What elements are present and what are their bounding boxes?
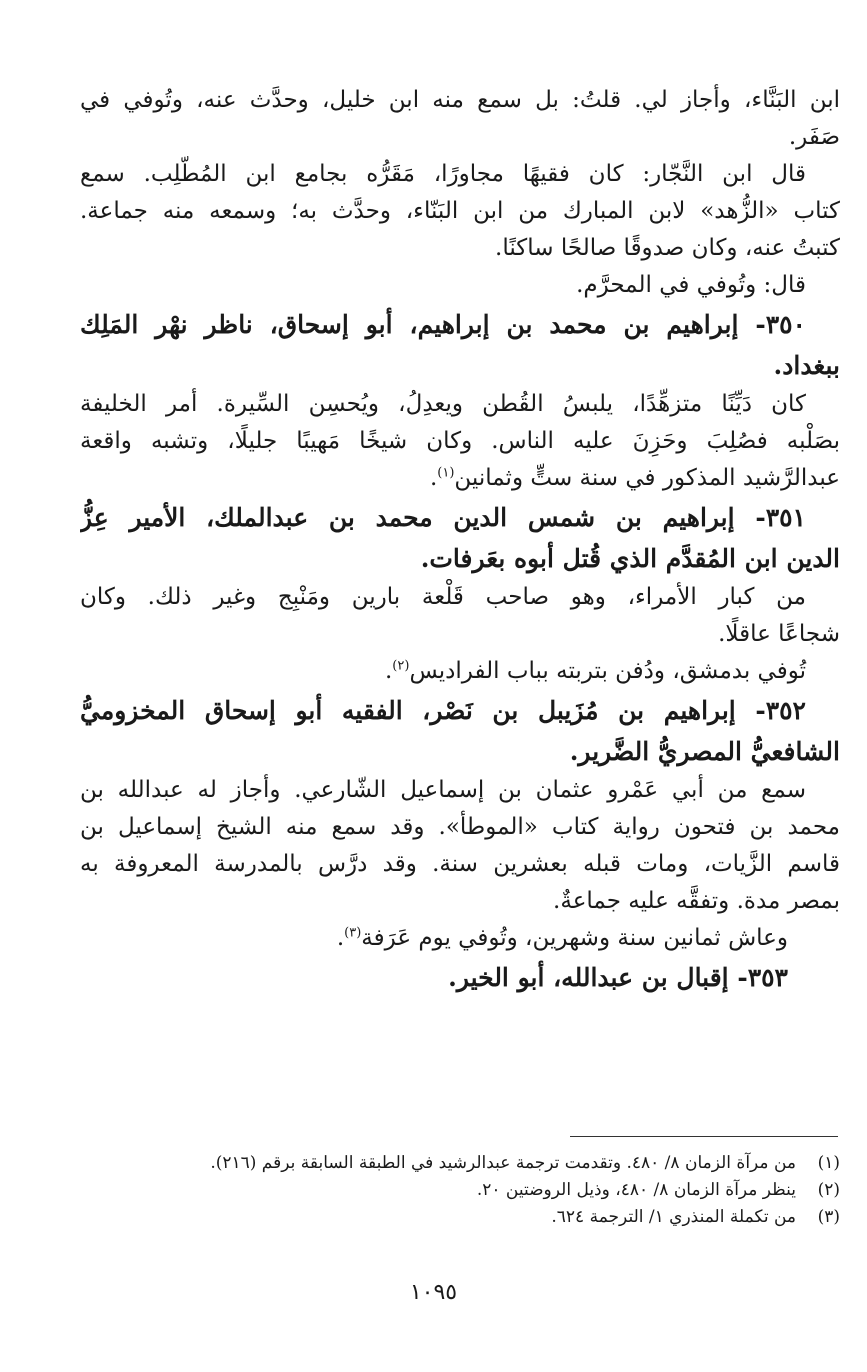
body-line: شجاعًا عاقلًا.	[718, 621, 840, 647]
entry-heading-352: ٣٥٢- إبراهيم بن مُزَيبل بن نَصْر، الفقيه أبو إسحاق المخزوميُّ	[80, 696, 806, 725]
footnote-number: (١)	[817, 1153, 840, 1173]
body-line: كان دَيِّنًا متزهِّدًا، يلبسُ القُطن ويعدِلُ، ويُحسِن السِّيرة. أمر الخليفة	[80, 391, 806, 417]
entry-heading-351: ٣٥١- إبراهيم بن شمس الدين محمد بن عبدالملك، الأمير عِزُّ	[80, 503, 806, 532]
body-text: عبدالرَّشيد المذكور في سنة ستٍّ وثمانين	[454, 465, 840, 491]
footnote-text: من تكملة المنذري ١/ الترجمة ٦٢٤.	[551, 1207, 796, 1227]
footnote-text: ينظر مرآة الزمان ٨/ ٤٨٠، وذيل الروضتين ٢٠.	[476, 1180, 796, 1200]
footnote-1	[80, 1150, 840, 1177]
entry-heading-351-cont: الدين ابن المُقدَّم الذي قُتل أبوه بعَرفات.	[420, 544, 840, 573]
footnote-ref: (٣)	[344, 925, 362, 941]
page-number: ١٠٩٥	[409, 1280, 458, 1305]
entry-heading-352-cont: الشافعيُّ المصريُّ الضَّرير.	[569, 737, 840, 766]
entry-heading-353: ٣٥٣- إقبال بن عبدالله، أبو الخير.	[448, 963, 788, 992]
footnote-ref: (١)	[437, 465, 455, 481]
body-line-with-footnote	[80, 920, 840, 957]
body-line: كتاب «الزُّهد» لابن المبارك من ابن البَنّاء، وحدَّث به؛ وسمعه منه جماعة.	[80, 198, 840, 224]
footnote-text: من مرآة الزمان ٨/ ٤٨٠. وتقدمت ترجمة عبدالرشيد في الطبقة السابقة برقم (٢١٦).	[210, 1153, 796, 1173]
body-text-tail: .	[384, 658, 393, 684]
footnote-divider	[570, 1136, 838, 1137]
body-text: وعاش ثمانين سنة وشهرين، وتُوفي يوم عَرَفة	[361, 925, 788, 951]
footnote-ref: (٢)	[392, 658, 410, 674]
body-line: من كبار الأمراء، وهو صاحب قَلْعة بارين ومَنْبِج وغير ذلك. وكان	[80, 584, 806, 610]
body-line: سمع من أبي عَمْرو عثمان بن إسماعيل الشّارعي. وأجاز له عبدالله بن	[80, 777, 806, 803]
body-line-with-footnote	[80, 460, 840, 497]
body-line: بمصر مدة. وتفقَّه عليه جماعةٌ.	[553, 888, 840, 914]
body-text-tail: .	[429, 465, 438, 491]
body-line: قاسم الزَّيات، ومات قبله بعشرين سنة. وقد درَّس بالمدرسة المعروفة به	[80, 851, 840, 877]
body-text-tail: .	[336, 925, 345, 951]
body-line: بصَلْبه فصُلِبَ وحَزِنَ عليه الناس. وكان شيخًا مَهيبًا جليلًا، وتشبه واقعة	[80, 428, 840, 454]
entry-heading-350: ٣٥٠- إبراهيم بن محمد بن إبراهيم، أبو إسحاق، ناظر نهْر المَلِك	[80, 310, 806, 339]
footnote-number: (٢)	[817, 1180, 840, 1200]
main-text	[80, 82, 840, 998]
footnote-3	[80, 1204, 840, 1231]
footnotes	[80, 1150, 840, 1231]
body-line-with-footnote	[80, 653, 840, 690]
body-line: ابن البَنَّاء، وأجاز لي. قلتُ: بل سمع منه ابن خليل، وحدَّث عنه، وتُوفي في	[80, 87, 840, 113]
body-line: قال: وتُوفي في المحرَّم.	[576, 272, 806, 298]
body-line: كتبتُ عنه، وكان صدوقًا صالحًا ساكنًا.	[495, 235, 840, 261]
body-text: تُوفي بدمشق، ودُفن بتربته بباب الفراديس	[409, 658, 806, 684]
body-line: محمد بن فتحون رواية كتاب «الموطأ». وقد سمع منه الشيخ إسماعيل بن	[80, 814, 840, 840]
entry-heading-350-cont: ببغداد.	[773, 351, 840, 380]
footnote-2	[80, 1177, 840, 1204]
body-line: صَفَر.	[788, 124, 840, 150]
body-line: قال ابن النَّجّار: كان فقيهًا مجاورًا، مَقَرُّه بجامع ابن المُطَّلِب. سمع	[80, 161, 806, 187]
footnote-number: (٣)	[817, 1207, 840, 1227]
